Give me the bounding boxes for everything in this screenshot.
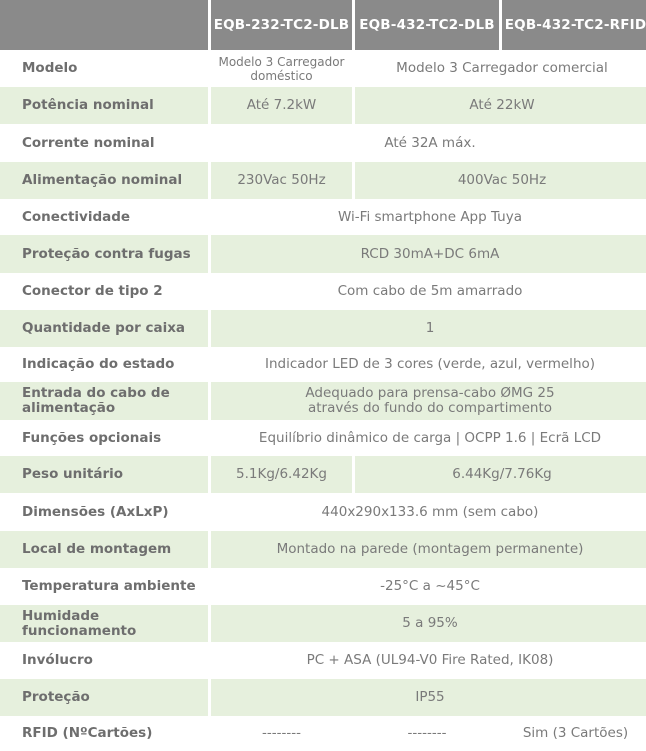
header-row bbox=[0, 0, 646, 50]
row-label: Quantidade por caixa bbox=[0, 310, 208, 347]
row-peso bbox=[0, 456, 646, 493]
row-label: Alimentação nominal bbox=[0, 162, 208, 199]
row-dimensoes bbox=[0, 493, 646, 531]
cell-value: 5.1Kg/6.42Kg bbox=[211, 456, 352, 493]
row-label: Proteção contra fugas bbox=[0, 235, 208, 273]
row-funcoes bbox=[0, 420, 646, 456]
header-model-3: EQB-432-TC2-RFID bbox=[502, 0, 646, 50]
row-label: Indicação do estado bbox=[0, 347, 208, 382]
header-blank-cell bbox=[0, 0, 208, 50]
row-label: Dimensões (AxLxP) bbox=[0, 493, 208, 531]
row-label: Conectividade bbox=[0, 199, 208, 235]
cell-value: Sim (3 Cartões) bbox=[502, 716, 646, 751]
row-label: Humidade funcionamento bbox=[0, 605, 208, 642]
row-conectividade bbox=[0, 199, 646, 235]
cell-value: Montado na parede (montagem permanente) bbox=[211, 531, 646, 568]
row-potencia bbox=[0, 87, 646, 124]
cell-value: IP55 bbox=[211, 679, 646, 716]
row-conector bbox=[0, 273, 646, 310]
row-protecao bbox=[0, 679, 646, 716]
row-corrente bbox=[0, 124, 646, 162]
cell-value: -------- bbox=[355, 716, 499, 751]
cell-value: Até 32A máx. bbox=[211, 124, 646, 162]
cell-value: Modelo 3 Carregador doméstico bbox=[211, 50, 352, 87]
row-quantidade bbox=[0, 310, 646, 347]
row-humidade bbox=[0, 605, 646, 642]
row-alimentacao bbox=[0, 162, 646, 199]
cell-value: 5 a 95% bbox=[211, 605, 646, 642]
cell-value: Modelo 3 Carregador comercial bbox=[355, 50, 646, 87]
row-label: Conector de tipo 2 bbox=[0, 273, 208, 310]
row-label: Temperatura ambiente bbox=[0, 568, 208, 605]
cell-value: Indicador LED de 3 cores (verde, azul, vermelho) bbox=[211, 347, 646, 382]
row-involucro bbox=[0, 642, 646, 679]
cell-value: Até 22kW bbox=[355, 87, 646, 124]
header-model-2: EQB-432-TC2-DLB bbox=[355, 0, 499, 50]
row-label: Local de montagem bbox=[0, 531, 208, 568]
row-label: Funções opcionais bbox=[0, 420, 208, 456]
row-entrada bbox=[0, 382, 646, 420]
row-label: Corrente nominal bbox=[0, 124, 208, 162]
cell-value: Wi-Fi smartphone App Tuya bbox=[211, 199, 646, 235]
row-label: Peso unitário bbox=[0, 456, 208, 493]
row-label: Entrada do cabo de alimentação bbox=[0, 382, 208, 420]
cell-value: -------- bbox=[211, 716, 352, 751]
row-label: RFID (NºCartões) bbox=[0, 716, 208, 751]
cell-value: Adequado para prensa-cabo ØMG 25 através do fundo do compartimento bbox=[211, 382, 646, 420]
row-rfid bbox=[0, 716, 646, 751]
row-label: Invólucro bbox=[0, 642, 208, 679]
row-temperatura bbox=[0, 568, 646, 605]
cell-value: PC + ASA (UL94-V0 Fire Rated, IK08) bbox=[211, 642, 646, 679]
cell-value: 400Vac 50Hz bbox=[355, 162, 646, 199]
row-local bbox=[0, 531, 646, 568]
row-indicacao bbox=[0, 347, 646, 382]
cell-value: 6.44Kg/7.76Kg bbox=[355, 456, 646, 493]
cell-value: Até 7.2kW bbox=[211, 87, 352, 124]
cell-value: 440x290x133.6 mm (sem cabo) bbox=[211, 493, 646, 531]
cell-value: 230Vac 50Hz bbox=[211, 162, 352, 199]
cell-value: -25°C a ~45°C bbox=[211, 568, 646, 605]
cell-value: 1 bbox=[211, 310, 646, 347]
row-label: Modelo bbox=[0, 50, 208, 87]
cell-value: RCD 30mA+DC 6mA bbox=[211, 235, 646, 273]
row-label: Potência nominal bbox=[0, 87, 208, 124]
cell-value: Equilíbrio dinâmico de carga | OCPP 1.6 | Ecrã LCD bbox=[211, 420, 646, 456]
row-protecao-fugas bbox=[0, 235, 646, 273]
row-modelo bbox=[0, 50, 646, 87]
row-label: Proteção bbox=[0, 679, 208, 716]
header-model-1: EQB-232-TC2-DLB bbox=[211, 0, 352, 50]
cell-value: Com cabo de 5m amarrado bbox=[211, 273, 646, 310]
